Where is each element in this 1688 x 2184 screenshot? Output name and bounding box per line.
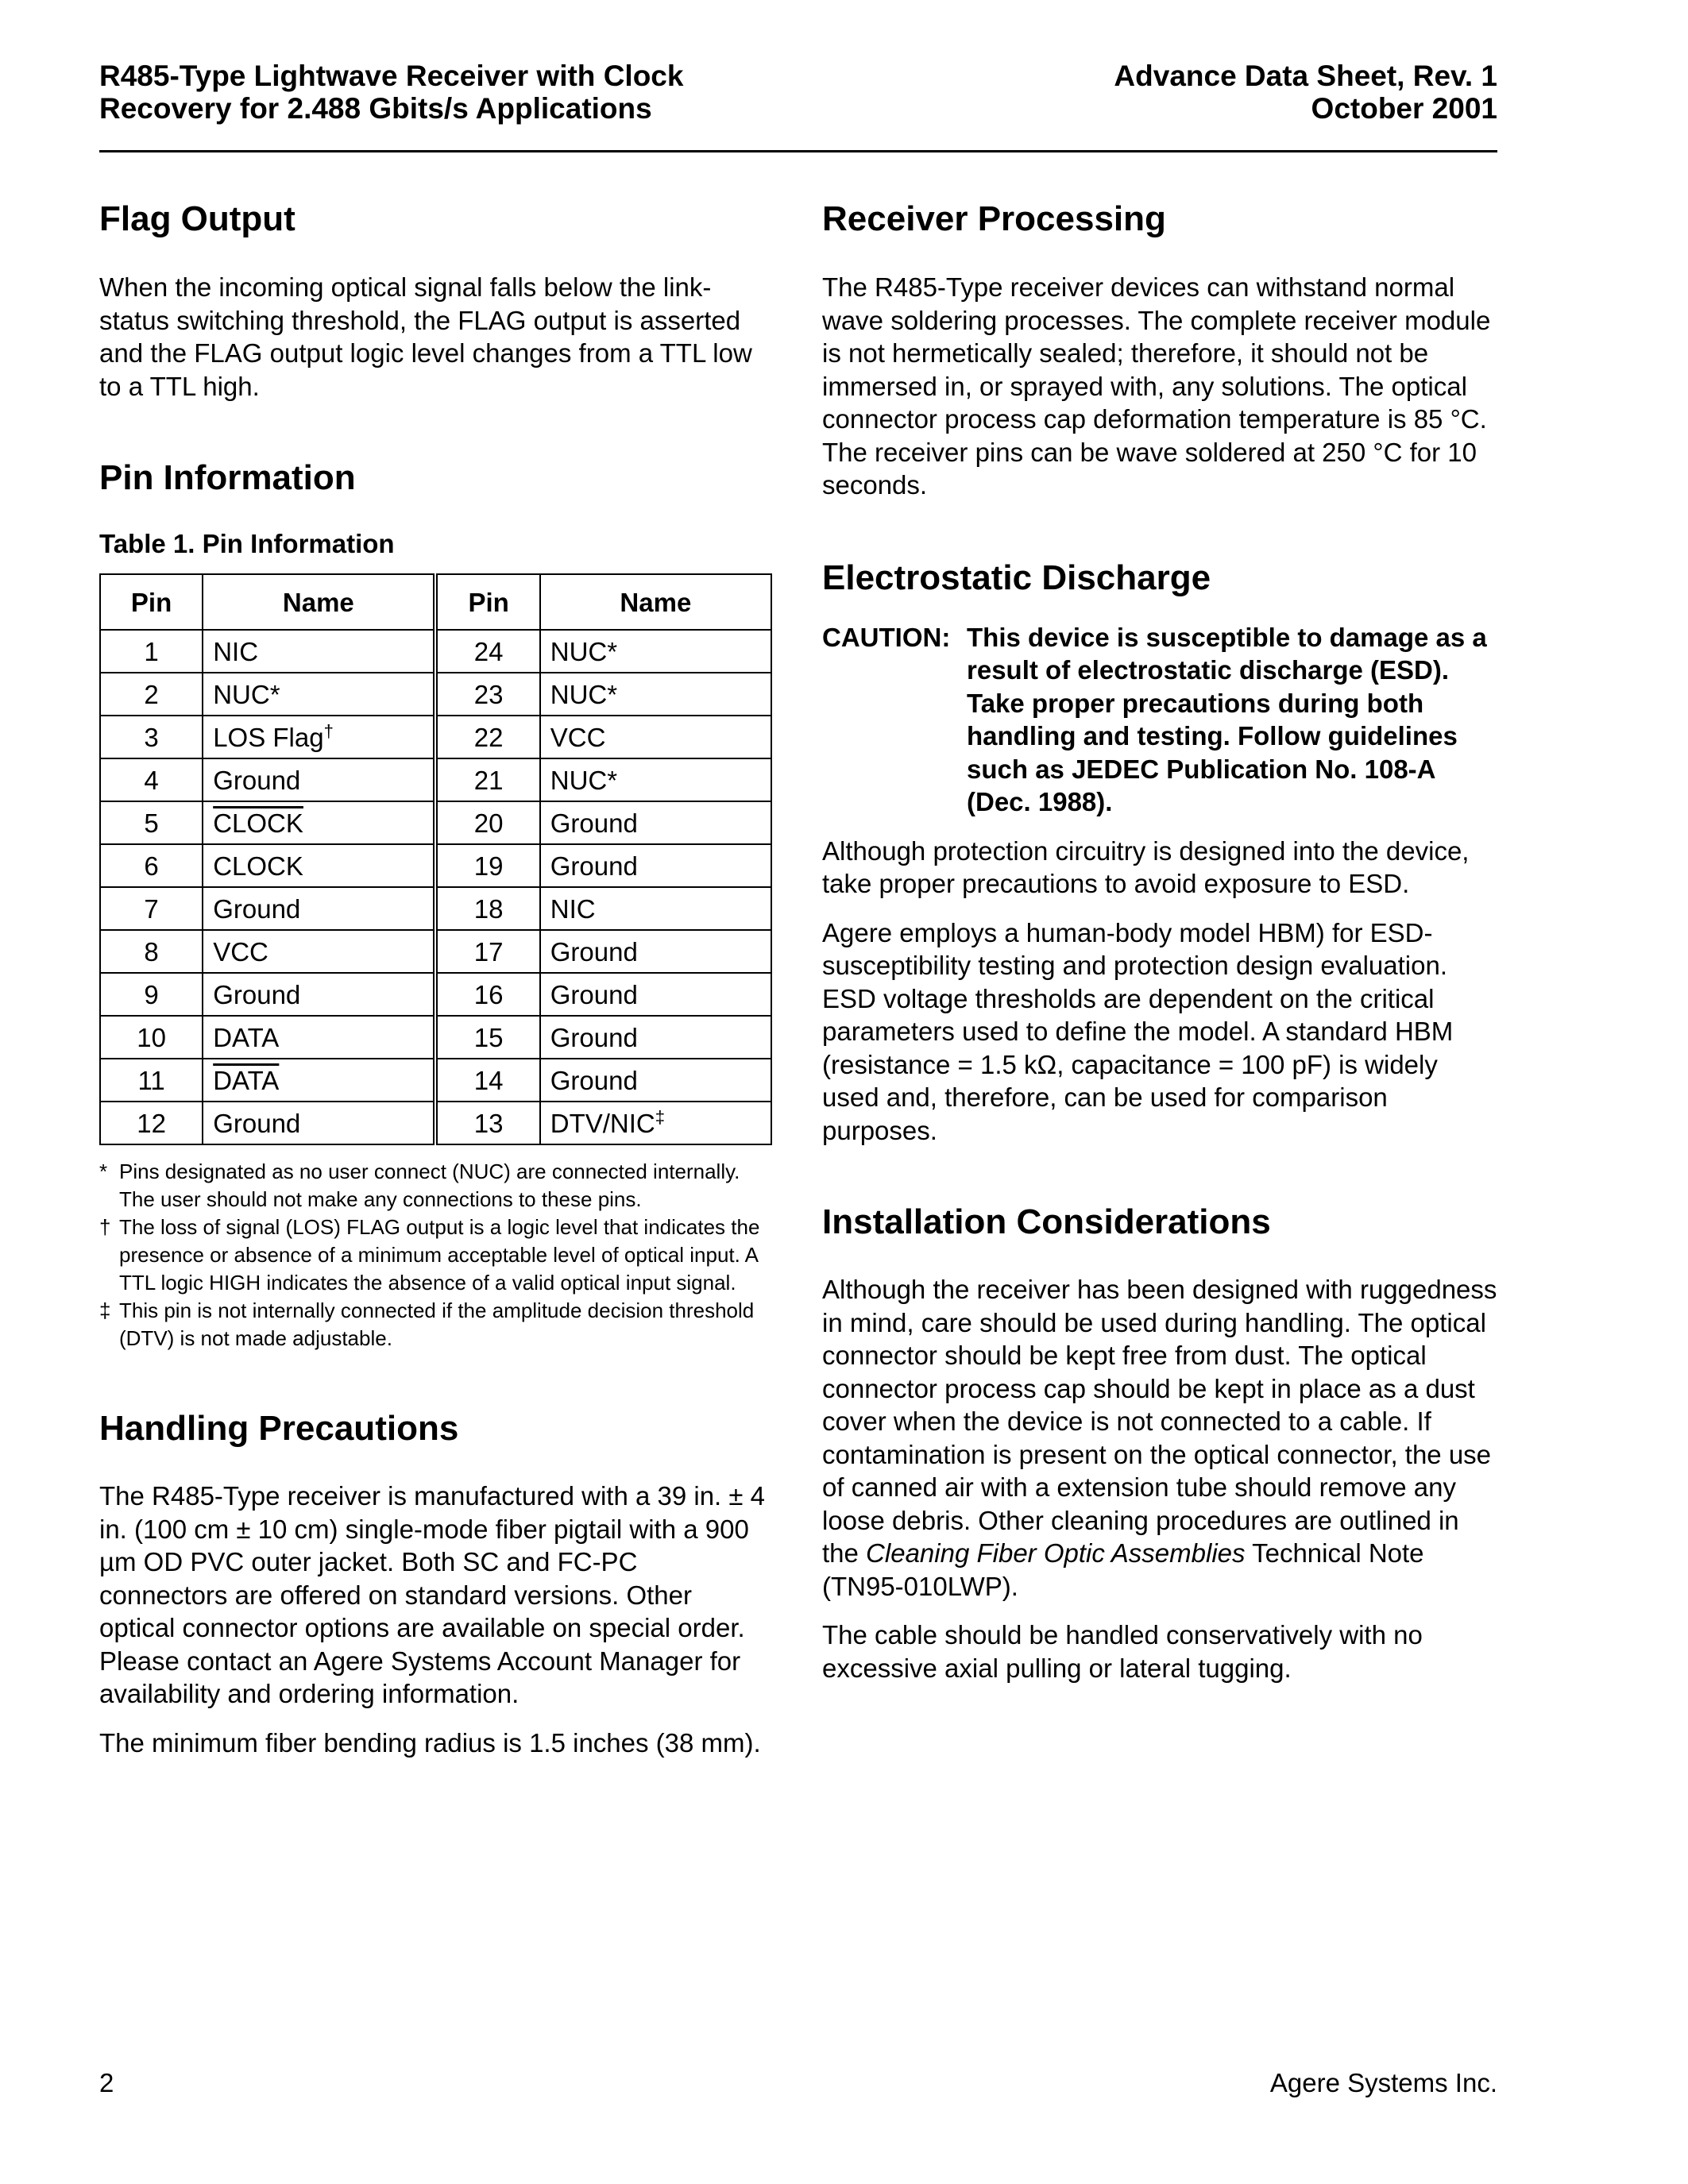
pin-number: 20 [435,801,539,844]
cable-handling-text: The cable should be handled conservatively with no excessive axial pulling or lateral tugging. [822,1620,1423,1683]
caution-text: This device is susceptible to damage as a result of electrostatic discharge (ESD). Take proper precautions during both handling and testing. Follow guidelines such as JEDEC Publication No. 108-A (Dec. 1988). [967,622,1487,816]
pin-name: Ground [540,801,771,844]
installation-text [822,1273,1497,1603]
table-row [100,1016,771,1059]
footnote [99,1297,772,1352]
table-row [100,844,771,887]
table-row [100,1059,771,1102]
pin-number: 9 [100,973,203,1016]
table-row [100,716,771,758]
pin-name: NIC [540,887,771,930]
caution-block [822,621,1497,819]
installation-text-end: Technical Note (TN95-010LWP). [822,1538,1424,1601]
footnote [99,1214,772,1297]
pin-table [99,573,772,1145]
pin-name: Ground [540,930,771,973]
pin-name: LOS Flag [213,722,324,752]
footnote-text: This pin is not internally connected if the amplitude decision threshold (DTV) is not made adjustable. [119,1298,755,1350]
table-row [100,630,771,673]
pin-number: 6 [100,844,203,887]
installation-text-start: Although the receiver has been designed with ruggedness in mind, care should be used during handling. The optical connector should be kept free from dust. The optical connector process cap should be kept in place as a dust cover when the device is not connected to a cable. If contamination is present on the optical connector, the use of canned air with a extension tube should remove any loose debris. Other cleaning procedures are outlined in the [822,1275,1497,1568]
pin-name: NUC* [540,673,771,716]
double-dagger-footnote-mark: ‡ [655,1106,665,1127]
pin-name: CLOCK [213,808,303,838]
pin-name-cell [540,1102,771,1144]
pin-number: 12 [100,1102,203,1144]
pin-number: 2 [100,673,203,716]
table-row [100,930,771,973]
document-revision [1114,60,1497,125]
table-row [100,973,771,1016]
footnote [99,1158,772,1214]
page-header [99,60,1497,152]
right-column [822,199,1497,1684]
pin-number: 16 [435,973,539,1016]
pin-number: 23 [435,673,539,716]
table-row [100,887,771,930]
pin-name: NUC* [540,630,771,673]
pin-name: Ground [203,973,435,1016]
footnote-text: The loss of signal (LOS) FLAG output is a logic level that indicates the presence or absence of a minimum acceptable level of optical input. A TTL logic HIGH indicates the absence of a valid optical input signal. [119,1215,760,1295]
pin-name: NUC* [540,758,771,801]
pin-number: 22 [435,716,539,758]
pin-table-header-row [100,574,771,630]
col-header-name-right: Name [540,574,771,630]
pin-number: 3 [100,716,203,758]
flag-output-text: When the incoming optical signal falls below the link-status switching threshold, the FLAG output is asserted and the FLAG output logic level changes from a TTL low to a TTL high. [99,272,752,401]
pin-name-cell [203,716,435,758]
footnote-mark: * [99,1160,108,1183]
document-title [99,60,683,125]
table-footnotes [99,1158,772,1352]
pin-number: 8 [100,930,203,973]
col-header-pin-right: Pin [435,574,539,630]
pin-number: 13 [435,1102,539,1144]
title-line-2: Recovery for 2.488 Gbits/s Applications [99,92,652,125]
esd-heading: Electrostatic Discharge [822,558,1211,597]
pin-name: VCC [203,930,435,973]
company-name: Agere Systems Inc. [1269,2068,1497,2097]
table-row [100,801,771,844]
flag-output-heading: Flag Output [99,199,295,238]
footnote-mark: ‡ [99,1298,111,1322]
receiver-processing-heading: Receiver Processing [822,199,1166,238]
receiver-processing-text: The R485-Type receiver devices can withstand normal wave soldering processes. The complete receiver module is not hermetically sealed; therefore, it should not be immersed in, or sprayed with, any solutions. The optical connector process cap deformation temperature is 85 °C. The receiver pins can be wave soldered at 250 °C for 10 seconds. [822,272,1491,500]
pin-name-cell [203,801,435,844]
esd-protection-text: Although protection circuitry is designed into the device, take proper precautions to avoid exposure to ESD. [822,835,1470,898]
pin-name: DATA [213,1065,280,1095]
pin-name: Ground [540,844,771,887]
dagger-footnote-mark: † [323,720,334,741]
pin-name: NUC* [203,673,435,716]
pin-name: NIC [203,630,435,673]
col-header-name-left: Name [203,574,435,630]
pin-number: 11 [100,1059,203,1102]
bending-radius-text: The minimum fiber bending radius is 1.5 inches (38 mm). [99,1727,761,1758]
pin-number: 17 [435,930,539,973]
title-line-1: R485-Type Lightwave Receiver with Clock [99,60,684,92]
pin-number: 4 [100,758,203,801]
pin-number: 18 [435,887,539,930]
handling-precautions-text: The R485-Type receiver is manufactured with a 39 in. ± 4 in. (100 cm ± 10 cm) single-mode fiber pigtail with a 900 µm OD PVC outer jacket. Both SC and FC-PC connectors are offered on standard versions. Other optical connector options are available on special order. Please contact an Agere Systems Account Manager for availability and ordering information. [99,1481,766,1708]
pin-number: 21 [435,758,539,801]
date-line: October 2001 [1311,92,1497,125]
pin-name: Ground [540,973,771,1016]
page-number: 2 [99,2068,114,2097]
pin-information-heading: Pin Information [99,458,356,497]
pin-number: 24 [435,630,539,673]
pin-name: Ground [540,1059,771,1102]
pin-name-cell [203,1059,435,1102]
revision-line: Advance Data Sheet, Rev. 1 [1114,60,1497,92]
footnote-mark: † [99,1215,111,1239]
pin-number: 5 [100,801,203,844]
pin-name: DATA [203,1016,435,1059]
pin-name: VCC [540,716,771,758]
pin-number: 15 [435,1016,539,1059]
pin-name: DTV/NIC [550,1108,655,1138]
footnote-text: Pins designated as no user connect (NUC) are connected internally. The user should not make any connections to these pins. [119,1160,740,1211]
table-row [100,758,771,801]
table-row [100,673,771,716]
handling-precautions-heading: Handling Precautions [99,1409,459,1448]
pin-number: 10 [100,1016,203,1059]
table-row [100,1102,771,1144]
pin-name: Ground [540,1016,771,1059]
pin-name: CLOCK [203,844,435,887]
installation-heading: Installation Considerations [822,1202,1271,1241]
technical-note-title: Cleaning Fiber Optic Assemblies [866,1538,1246,1568]
caution-label: CAUTION: [822,622,951,652]
pin-number: 1 [100,630,203,673]
table-caption: Table 1. Pin Information [99,529,395,558]
pin-number: 7 [100,887,203,930]
pin-name: Ground [203,1102,435,1144]
left-column [99,199,772,1759]
esd-hbm-text: Agere employs a human-body model HBM) for ESD-susceptibility testing and protection design evaluation. ESD voltage thresholds are dependent on the critical parameters used to define the model. A standard HBM (resistance = 1.5 kΩ, capacitance = 100 pF) is widely used and, therefore, can be used for comparison purposes. [822,917,1454,1145]
pin-number: 19 [435,844,539,887]
pin-name: Ground [203,887,435,930]
col-header-pin-left: Pin [100,574,203,630]
pin-name: Ground [203,758,435,801]
pin-number: 14 [435,1059,539,1102]
